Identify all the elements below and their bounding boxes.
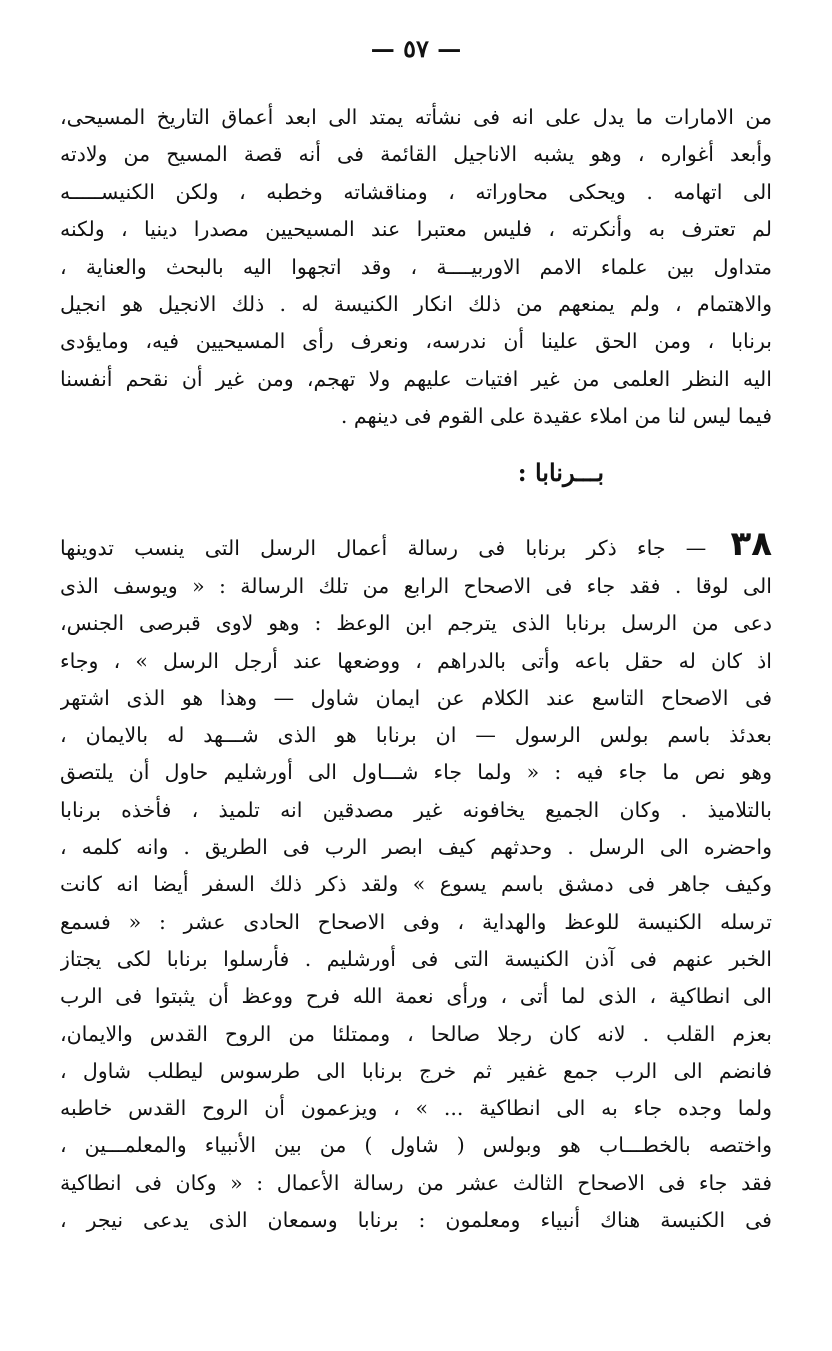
paragraph-line: والاهتمام ، ولم يمنعهم من ذلك انكار الكنيسة له . ذلك الانجيل هو انجيل — [60, 291, 772, 316]
paragraph-line: فقد جاء فى الاصحاح الثالث عشر من رسالة الأعمال : « وكان فى انطاكية — [60, 1170, 772, 1195]
paragraph-line: وكيف جاهر فى دمشق باسم يسوع » ولقد ذكر ذلك السفر أيضا انه كانت — [60, 872, 772, 897]
paragraph-line: بالتلاميذ . وكان الجميع يخافونه غير مصدقين انه تلميذ ، فأخذه برنابا — [60, 797, 772, 822]
page-number: — ٥٧ — — [370, 34, 462, 63]
paragraph-2 — [60, 520, 772, 1239]
paragraph-line: الخبر عنهم فى آذن الكنيسة التى فى أورشليم . فأرسلوا برنابا لكى يجتاز — [60, 946, 772, 971]
paragraph-line: وأبعد أغواره ، وهو يشبه الاناجيل القائمة فى أنه قصة المسيح من ولادته — [60, 142, 772, 167]
paragraph-line: فانضم الى الرب جمع غفير ثم خرج برنابا الى طرسوس ليطلب شاول ، — [60, 1058, 772, 1083]
paragraph-line: ترسله الكنيسة للوعظ والهداية ، وفى الاصحاح الحادى عشر : « فسمع — [60, 909, 772, 934]
paragraph-line: فى الاصحاح التاسع عند الكلام عن ايمان شاول — وهذا هو الذى اشتهر — [60, 685, 772, 710]
paragraph-line: من الامارات ما يدل على انه فى نشأته يمتد الى ابعد أعماق التاريخ المسيحى، — [60, 105, 772, 129]
paragraph-line: الى لوقا . فقد جاء فى الاصحاح الرابع من تلك الرسالة : « ويوسف الذى — [60, 574, 772, 598]
paragraph-line: بعزم القلب . لانه كان رجلا صالحا ، وممتلئا من الروح القدس والايمان، — [60, 1021, 772, 1046]
paragraph-line: دعى من الرسل برنابا الذى يترجم ابن الوعظ : وهو لاوى قبرصى الجنس، — [60, 611, 772, 636]
paragraph-line: الى انطاكية ، الذى لما أتى ، ورأى نعمة الله فرح ووعظ أن يثبتوا فى الرب — [60, 984, 772, 1009]
paragraph-line: فيما ليس لنا من املاء عقيدة على القوم فى دينهم . — [340, 404, 772, 429]
paragraph-first-line — [60, 520, 772, 568]
paragraph-line: اذ كان له حقل باعه وأتى بالدراهم ، ووضعها عند أرجل الرسل » ، وجاء — [60, 648, 772, 673]
paragraph-line: بعدئذ باسم بولس الرسول — ان برنابا هو الذى شـــهد له بالايمان ، — [60, 723, 772, 748]
paragraph-line: متداول بين علماء الامم الاوربيــــة ، وقد اتجهوا اليه بالبحث والعناية ، — [60, 254, 772, 279]
paragraph-line: واحضره الى الرسل . وحدثهم كيف ابصر الرب فى الطريق . وانه كلمه ، — [60, 835, 772, 860]
paragraph-line: برنابا ، ومن الحق علينا أن ندرسه، ونعرف رأى المسيحيين فيه، ومايؤدى — [60, 329, 772, 354]
paragraph-1 — [60, 99, 772, 436]
paragraph-line: فى الكنيسة هناك أنبياء ومعلمون : برنابا وسمعان الذى يدعى نيجر ، — [60, 1208, 772, 1233]
paragraph-number: ٣٨ — [730, 524, 772, 564]
paragraph-line: وهو نص ما جاء فيه : « ولما جاء شـــاول الى أورشليم حاول أن يلتصق — [60, 760, 772, 785]
paragraph-line: الى اتهامه . ويحكى محاوراته ، ومناقشاته وخطبه ، ولكن الكنيســـــه — [60, 179, 772, 204]
section-heading: بـــرنابا : — [517, 458, 604, 487]
paragraph-line: لم تعترف به وأنكرته ، فليس معتبرا عند المسيحيين مصدرا دينيا ، ولكنه — [60, 217, 772, 242]
paragraph-line: اليه النظر العلمى من غير افتيات عليهم ولا تهجم، ومن غير أن نقحم أنفسنا — [60, 366, 772, 391]
paragraph-first-line-text: — جاء ذكر برنابا فى رسالة أعمال الرسل التى ينسب تدوينها — [60, 536, 707, 560]
paragraph-line: واختصه بالخطـــاب هو وبولس ( شاول ) من بين الأنبياء والمعلمـــين ، — [60, 1133, 772, 1158]
paragraph-line: ولما وجده جاء به الى انطاكية ... » ، ويزعمون أن الروح القدس خاطبه — [60, 1096, 772, 1121]
